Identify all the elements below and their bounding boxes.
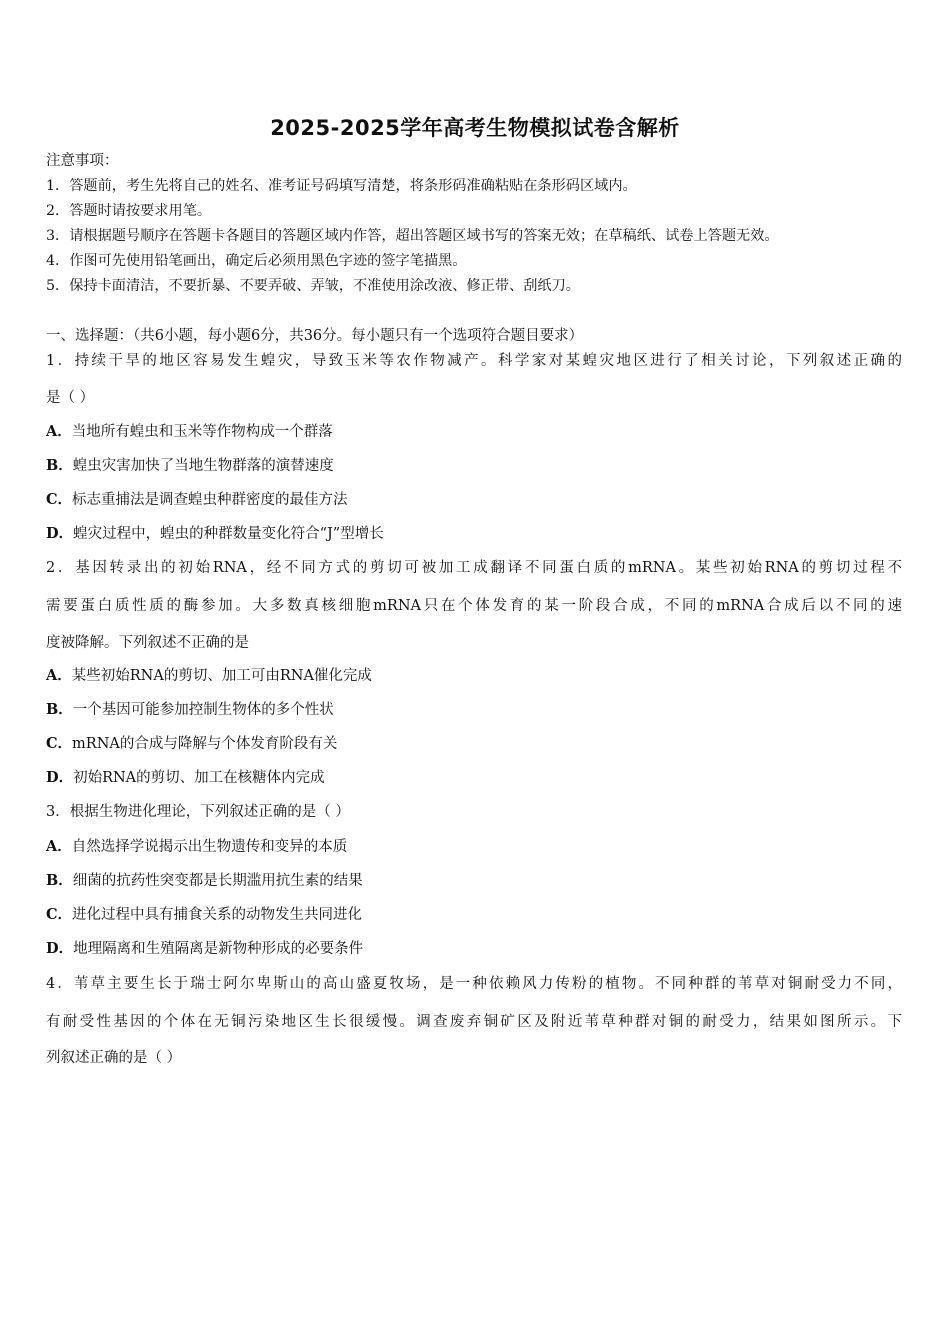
option-label: C． (46, 735, 73, 752)
q2-stem-line-3: 度被降解。下列叙述不正确的是 (46, 635, 249, 651)
option-text: mRNA的合成与降解与个体发育阶段有关 (72, 736, 338, 752)
option-text: 当地所有蝗虫和玉米等作物构成一个群落 (71, 424, 333, 440)
q1-stem-line-1: 1．持续干旱的地区容易发生蝗灾，导致玉米等农作物减产。科学家对某蝗灾地区进行了相关讨论，下列叙述正确的 (46, 353, 902, 369)
notice-heading: 注意事项： (46, 153, 119, 169)
q2-stem-line-1: 2．基因转录出的初始RNA，经不同方式的剪切可被加工成翻译不同蛋白质的mRNA。某些初始RNA的剪切过程不 (46, 560, 902, 576)
q1-option-d (46, 524, 384, 544)
option-label: C． (46, 906, 73, 923)
notice-item-2: 2．答题时请按要求用笔。 (46, 203, 212, 219)
q1-stem-line-2: 是（ ） (46, 390, 95, 406)
notice-item-1: 1．答题前，考生先将自己的姓名、准考证号码填写清楚，将条形码准确粘贴在条形码区域内。 (46, 178, 637, 194)
option-text: 蝗灾过程中，蝗虫的种群数量变化符合“J”型增长 (73, 526, 384, 542)
q2-stem-line-2: 需要蛋白质性质的酶参加。大多数真核细胞mRNA只在个体发育的某一阶段合成，不同的mRNA合成后以不同的速 (46, 598, 902, 614)
q3-option-a (46, 837, 347, 857)
q3-stem-line-1: 3．根据生物进化理论，下列叙述正确的是（ ） (46, 804, 350, 820)
q4-stem-line-3: 列叙述正确的是（ ） (46, 1050, 182, 1066)
option-text: 初始RNA的剪切、加工在核糖体内完成 (73, 770, 325, 786)
section-heading: 一、选择题：（共6小题，每小题6分，共36分。每小题只有一个选项符合题目要求） (46, 328, 584, 344)
option-text: 蝗虫灾害加快了当地生物群落的演替速度 (72, 458, 334, 474)
option-text: 某些初始RNA的剪切、加工可由RNA催化完成 (71, 668, 372, 684)
q4-stem-line-2: 有耐受性基因的个体在无铜污染地区生长很缓慢。调查废弃铜矿区及附近苇草种群对铜的耐受力，结果如图所示。下 (46, 1014, 902, 1030)
option-label: D． (46, 940, 74, 957)
option-text: 进化过程中具有捕食关系的动物发生共同进化 (72, 907, 363, 923)
notice-item-5: 5．保持卡面清洁，不要折暴、不要弄破、弄皱，不准使用涂改液、修正带、刮纸刀。 (46, 278, 580, 294)
option-text: 地理隔离和生殖隔离是新物种形成的必要条件 (73, 941, 364, 957)
notice-item-4: 4．作图可先使用铅笔画出，确定后必须用黑色字迹的签字笔描黑。 (46, 253, 467, 269)
option-label: C． (46, 491, 73, 508)
option-label: D． (46, 525, 74, 542)
option-label: B． (46, 701, 73, 718)
option-text: 一个基因可能参加控制生物体的多个性状 (72, 702, 334, 718)
q1-option-c (46, 490, 348, 510)
option-label: B． (46, 457, 73, 474)
option-label: D． (46, 769, 74, 786)
q2-option-d (46, 768, 325, 788)
q2-option-b (46, 700, 334, 720)
option-label: A． (46, 667, 72, 684)
option-label: B． (46, 872, 73, 889)
q3-option-c (46, 905, 362, 925)
option-text: 自然选择学说揭示出生物遗传和变异的本质 (71, 839, 348, 855)
q1-option-a (46, 422, 333, 442)
page-title: 2025-2025学年高考生物模拟试卷含解析 (270, 116, 680, 140)
q1-option-b (46, 456, 334, 476)
q2-option-c (46, 734, 337, 754)
q4-stem-line-1: 4．苇草主要生长于瑞士阿尔卑斯山的高山盛夏牧场，是一种依赖风力传粉的植物。不同种群的苇草对铜耐受力不同， (46, 976, 902, 992)
option-text: 标志重捕法是调查蝗虫种群密度的最佳方法 (72, 492, 348, 508)
option-text: 细菌的抗药性突变都是长期滥用抗生素的结果 (72, 873, 363, 889)
q2-option-a (46, 666, 372, 686)
option-label: A． (46, 423, 72, 440)
notice-item-3: 3．请根据题号顺序在答题卡各题目的答题区域内作答，超出答题区域书写的答案无效；在草稿纸、试卷上答题无效。 (46, 228, 779, 244)
q3-option-b (46, 871, 363, 891)
q3-option-d (46, 939, 363, 959)
option-label: A． (46, 838, 72, 855)
